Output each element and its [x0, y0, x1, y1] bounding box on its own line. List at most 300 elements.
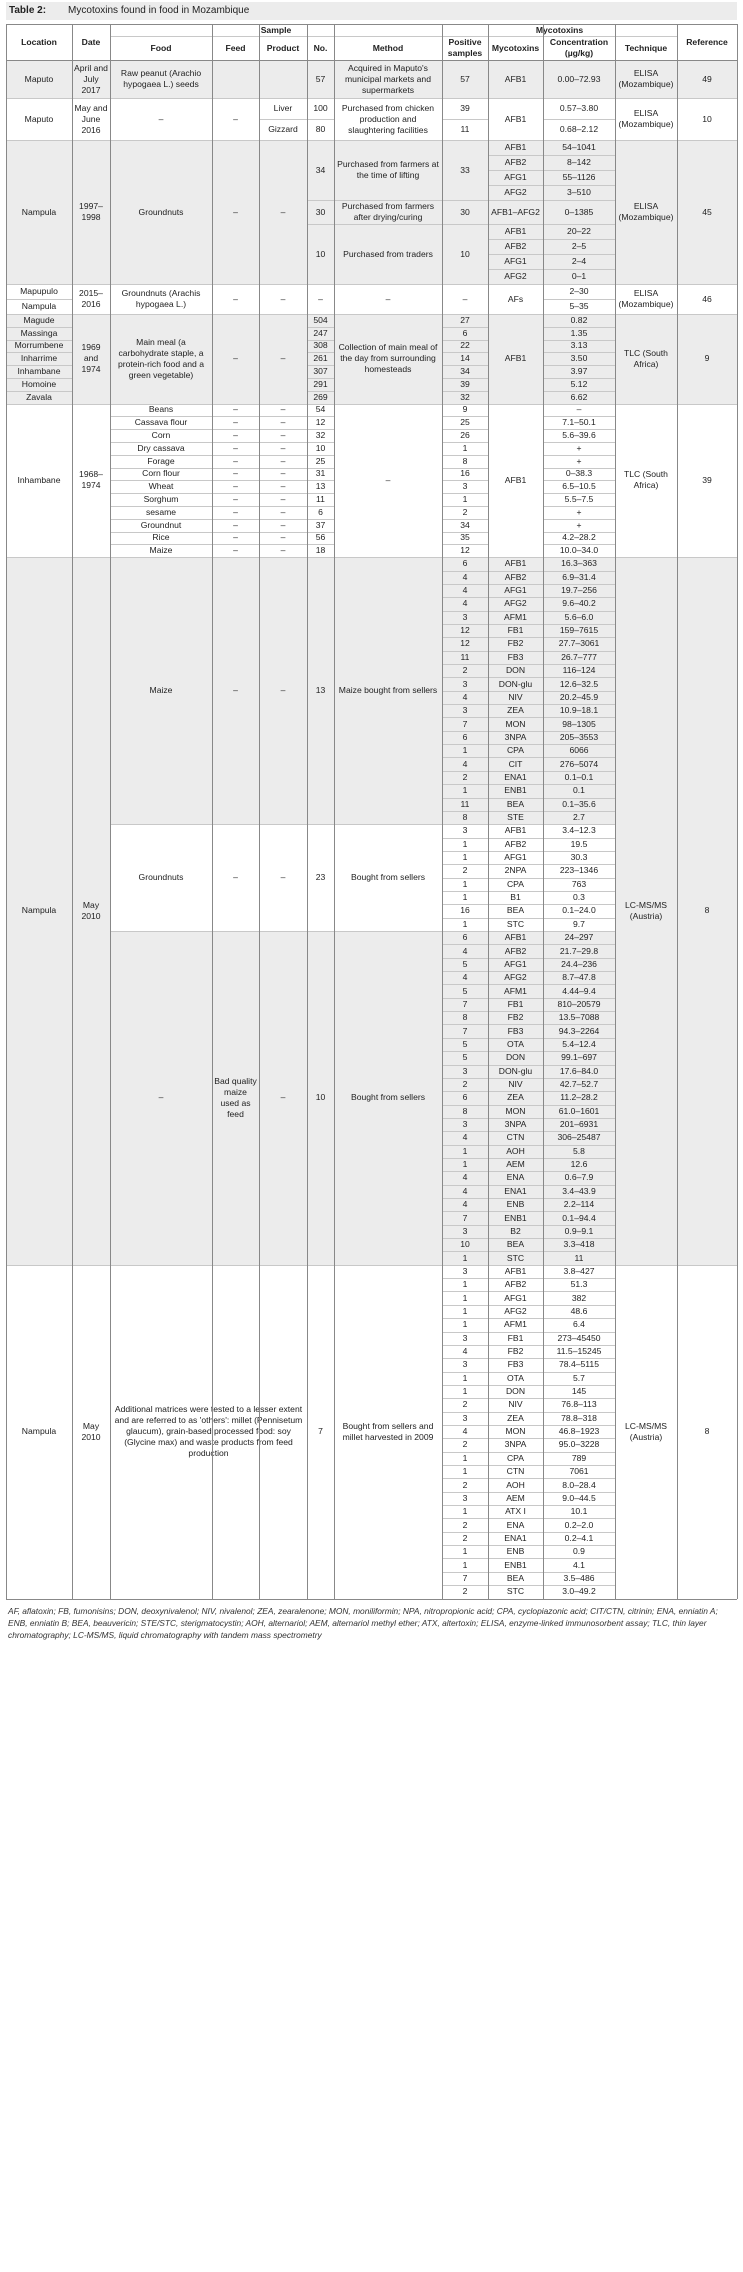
concentration-cell: 61.0–1601 [558, 1105, 600, 1116]
concentration-cell: 0–1 [571, 271, 587, 281]
sample-count-cell: 37 [315, 519, 326, 530]
product-cell: – [280, 532, 286, 543]
positive-samples-cell: 6 [462, 731, 468, 742]
positive-samples-cell: 4 [462, 571, 468, 582]
positive-samples-cell: 1 [462, 1386, 468, 1397]
concentration-cell: 0–38.3 [565, 468, 593, 479]
mycotoxin-cell: AFB2 [504, 241, 527, 251]
feed-cell: – [233, 872, 238, 883]
concentration-cell: 54–1041 [562, 142, 596, 152]
method-cell: Acquired in Maputo's municipal markets and supermarkets [345, 62, 431, 95]
mycotoxin-cell: NIV [508, 1079, 523, 1090]
mycotoxin-cell: ZEA [507, 1092, 524, 1103]
concentration-cell: + [576, 506, 582, 517]
location-cell: Mapupulo [20, 286, 58, 296]
mycotoxin-cell: ENA [506, 1519, 525, 1530]
positive-samples-cell: 3 [462, 1225, 468, 1236]
positive-samples-cell: 2 [462, 1586, 468, 1597]
concentration-cell: 20–22 [567, 226, 591, 236]
mycotoxin-cell: AFG1 [504, 958, 527, 969]
feed-cell: – [233, 481, 238, 492]
reference-cell: 10 [702, 113, 712, 124]
mycotoxin-cell: 3NPA [504, 1119, 527, 1130]
positive-samples-cell: 1 [462, 1372, 468, 1383]
mycotoxin-cell: DON [505, 1386, 526, 1397]
concentration-cell: 98–1305 [562, 718, 596, 729]
concentration-cell: 8–142 [567, 157, 591, 167]
mycotoxin-cell: STC [506, 1252, 525, 1263]
feed-cell: – [233, 494, 238, 505]
concentration-cell: 1.35 [570, 327, 588, 338]
mycotoxin-cell: NIV [508, 691, 523, 702]
positive-samples-cell: 1 [462, 918, 468, 929]
positive-samples-cell: 10 [460, 1239, 470, 1250]
sample-count-cell: 56 [315, 532, 326, 543]
location-cell: Nampula [21, 905, 57, 916]
concentration-cell: 159–7615 [559, 625, 599, 636]
positive-samples-cell: 34 [460, 366, 470, 377]
positive-samples-cell: 26 [460, 430, 470, 441]
positive-samples-cell: 5 [462, 1052, 468, 1063]
location-cell: Nampula [21, 206, 57, 217]
positive-samples-cell: 1 [462, 838, 468, 849]
date-cell: May 2010 [81, 1420, 101, 1442]
mycotoxin-cell: AOH [506, 1479, 525, 1490]
reference-cell: 46 [702, 293, 712, 304]
mycotoxin-cell: OTA [506, 1038, 525, 1049]
positive-samples-cell: 7 [462, 1212, 468, 1223]
food-cell: Rice [152, 532, 170, 543]
sample-count-cell: 23 [315, 872, 326, 883]
concentration-cell: 0.9 [573, 1546, 585, 1557]
mycotoxin-cell: ENA1 [504, 1532, 527, 1543]
mycotoxin-cell: ENB1 [504, 785, 527, 796]
product-cell: – [280, 293, 286, 304]
sample-count-cell: 34 [315, 164, 326, 175]
concentration-cell: 0.82 [570, 314, 588, 325]
concentration-cell: 6066 [569, 745, 589, 756]
positive-samples-cell: 22 [460, 340, 470, 351]
method-cell: – [385, 474, 391, 485]
concentration-cell: 0.00–72.93 [557, 73, 601, 84]
positive-samples-cell: 3 [462, 1265, 468, 1276]
mycotoxin-cell: CIT [508, 758, 523, 769]
concentration-cell: 5.12 [570, 378, 588, 389]
mycotoxin-cell: AFG1 [504, 585, 527, 596]
positive-samples-cell: 12 [460, 625, 470, 636]
group-header-mycotoxins: Mycotoxins [535, 24, 584, 35]
positive-samples-cell: 1 [462, 1506, 468, 1517]
positive-samples-cell: 14 [460, 353, 470, 364]
mycotoxin-cell: STE [507, 812, 524, 823]
positive-samples-cell: 4 [462, 1185, 468, 1196]
concentration-cell: 3.50 [570, 353, 588, 364]
positive-samples-cell: 2 [462, 1532, 468, 1543]
concentration-cell: 201–6931 [559, 1119, 599, 1130]
concentration-cell: 0.3 [573, 892, 585, 903]
positive-samples-cell: 11 [460, 651, 470, 662]
mycotoxin-cell: AFs [507, 293, 524, 304]
positive-samples-cell: 1 [462, 1466, 468, 1477]
food-cell: Groundnuts [138, 206, 184, 217]
column-header-technique: Technique [624, 42, 668, 53]
positive-samples-cell: 35 [460, 532, 470, 543]
product-cell: – [280, 872, 286, 883]
food-cell: Raw peanut (Arachio hypogaea L.) seeds [120, 68, 202, 89]
concentration-cell: 4.2–28.2 [562, 532, 596, 543]
reference-cell: 8 [704, 1426, 710, 1437]
concentration-cell: 0.1 [573, 785, 585, 796]
column-header-date: Date [81, 36, 101, 47]
positive-samples-cell: 4 [462, 972, 468, 983]
method-cell: Purchased from farmers after drying/curing [341, 201, 435, 222]
positive-samples-cell: 1 [462, 785, 468, 796]
concentration-cell: + [576, 455, 582, 466]
positive-samples-cell: 3 [462, 611, 468, 622]
mycotoxin-cell: AFB1 [504, 558, 527, 569]
concentration-cell: 3.4–43.9 [562, 1185, 596, 1196]
food-cell: Additional matrices were tested to a lesser extent and are referred to as 'others': millet (Pennisetum glaucum), grain-based processed food: soy (Glycine max) and waste products from feed production [114, 1404, 303, 1459]
sample-count-cell: 308 [313, 340, 328, 351]
concentration-cell: 0.1–94.4 [562, 1212, 596, 1223]
food-cell: – [158, 1092, 164, 1103]
mycotoxin-cell: ATX I [505, 1506, 526, 1517]
mycotoxin-cell: AFB2 [504, 838, 527, 849]
product-cell: – [280, 468, 286, 479]
positive-samples-cell: 1 [462, 852, 468, 863]
sample-count-cell: 31 [315, 468, 326, 479]
concentration-cell: 205–3553 [559, 731, 599, 742]
positive-samples-cell: 12 [460, 545, 470, 556]
positive-samples-cell: 1 [462, 1145, 468, 1156]
concentration-cell: 273–45450 [557, 1332, 601, 1343]
concentration-cell: 10.1 [570, 1506, 588, 1517]
positive-samples-cell: 4 [462, 691, 468, 702]
concentration-cell: 4.1 [573, 1559, 585, 1570]
sample-count-cell: 100 [313, 103, 328, 113]
mycotoxin-cell: CPA [506, 1452, 525, 1463]
mycotoxin-cell: AFB1 [504, 73, 527, 84]
concentration-cell: 12.6 [570, 1159, 588, 1170]
location-cell: Zavala [26, 391, 52, 402]
technique-cell: ELISA (Mozambique) [618, 108, 674, 129]
concentration-cell: 5.5–7.5 [564, 494, 594, 505]
positive-samples-cell: 4 [462, 1132, 468, 1143]
mycotoxin-cell: AFG1 [504, 1292, 527, 1303]
mycotoxin-cell: AFB1–AFG2 [491, 206, 540, 217]
sample-count-cell: 307 [313, 366, 328, 377]
sample-count-cell: 13 [315, 685, 326, 696]
caption-label: Table 2: [9, 5, 47, 16]
mycotoxin-cell: AFB1 [504, 1265, 527, 1276]
product-cell: – [280, 404, 286, 415]
concentration-cell: 17.6–84.0 [559, 1065, 599, 1076]
concentration-cell: 0.9–9.1 [564, 1225, 594, 1236]
concentration-cell: 0.1–0.1 [564, 771, 594, 782]
location-cell: Homoine [21, 378, 57, 389]
concentration-cell: 2.2–114 [563, 1199, 595, 1210]
positive-samples-cell: 39 [460, 378, 470, 389]
concentration-cell: 6.9–31.4 [562, 571, 596, 582]
positive-samples-cell: 27 [460, 314, 470, 325]
row-divider [6, 1599, 737, 1600]
mycotoxin-cell: BEA [506, 1572, 525, 1583]
concentration-cell: 763 [571, 878, 587, 889]
concentration-cell: 5.6–39.6 [562, 430, 596, 441]
food-cell: sesame [145, 506, 177, 517]
column-header-positive-samples: Positive samples [447, 37, 483, 58]
feed-cell: – [233, 113, 238, 124]
food-cell: – [158, 113, 164, 124]
positive-samples-cell: 7 [462, 718, 468, 729]
column-header-food: Food [150, 42, 172, 53]
mycotoxin-cell: AFB1 [504, 353, 527, 364]
concentration-cell: + [576, 442, 582, 453]
sample-count-cell: 54 [315, 404, 326, 415]
method-cell: Bought from sellers and millet harvested in 2009 [342, 1420, 434, 1442]
concentration-cell: 7.1–50.1 [562, 417, 596, 428]
feed-cell: – [233, 293, 238, 304]
food-cell: Groundnut [140, 519, 182, 530]
concentration-cell: 13.5–7088 [558, 1012, 600, 1023]
concentration-cell: 55–1126 [562, 172, 596, 182]
concentration-cell: 6.5–10.5 [562, 481, 596, 492]
method-cell: Maize bought from sellers [338, 685, 438, 696]
food-cell: Groundnuts (Arachis hypogaea L.) [121, 288, 201, 309]
concentration-cell: 5.7 [573, 1372, 585, 1383]
location-cell: Morrumbene [14, 340, 64, 351]
positive-samples-cell: 5 [462, 958, 468, 969]
column-header-feed: Feed [225, 42, 246, 53]
mycotoxin-cell: ENA1 [504, 771, 527, 782]
positive-samples-cell: 4 [462, 758, 468, 769]
sample-count-cell: 247 [313, 327, 328, 338]
positive-samples-cell: 5 [462, 1038, 468, 1049]
concentration-cell: 9.0–44.5 [562, 1492, 596, 1503]
product-cell: Liver [273, 103, 293, 113]
concentration-cell: 8.7–47.8 [562, 972, 596, 983]
positive-samples-cell: 10 [460, 248, 470, 259]
concentration-cell: 5–35 [569, 301, 589, 311]
concentration-cell: 11 [574, 1252, 584, 1263]
date-cell: 2015–2016 [79, 288, 103, 309]
concentration-cell: 42.7–52.7 [559, 1079, 599, 1090]
feed-cell: – [233, 519, 238, 530]
concentration-cell: 0.1–35.6 [562, 798, 596, 809]
positive-samples-cell: 1 [462, 892, 468, 903]
mycotoxin-cell: AFG1 [504, 172, 527, 182]
positive-samples-cell: 7 [462, 1025, 468, 1036]
positive-samples-cell: 4 [462, 1172, 468, 1183]
mycotoxin-cell: AFB2 [504, 157, 527, 167]
method-cell: Purchased from traders [343, 248, 433, 259]
sample-count-cell: 261 [313, 353, 328, 364]
technique-cell: TLC (South Africa) [624, 347, 668, 369]
concentration-cell: 95.0–3228 [558, 1439, 600, 1450]
date-cell: 1968–1974 [79, 469, 103, 491]
mycotoxin-cell: AFB1 [504, 825, 527, 836]
positive-samples-cell: 57 [460, 73, 470, 84]
product-cell: – [280, 545, 286, 556]
positive-samples-cell: 3 [462, 705, 468, 716]
positive-samples-cell: 4 [462, 1426, 468, 1437]
positive-samples-cell: 3 [462, 481, 468, 492]
concentration-cell: 5.4–12.4 [562, 1038, 596, 1049]
date-cell: May and June 2016 [74, 102, 108, 135]
reference-cell: 49 [702, 73, 712, 84]
concentration-cell: 5.8 [573, 1145, 585, 1156]
sample-count-cell: 25 [315, 455, 326, 466]
concentration-cell: 0.2–4.1 [564, 1532, 594, 1543]
concentration-cell: 24–297 [564, 932, 594, 943]
positive-samples-cell: 34 [460, 519, 470, 530]
positive-samples-cell: 1 [462, 745, 468, 756]
concentration-cell: 3.3–418 [563, 1239, 595, 1250]
positive-samples-cell: 1 [462, 878, 468, 889]
caption-title: Mycotoxins found in food in Mozambique [68, 5, 250, 16]
concentration-cell: 8.0–28.4 [562, 1479, 596, 1490]
concentration-cell: 5.6–6.0 [564, 611, 594, 622]
positive-samples-cell: 7 [462, 998, 468, 1009]
positive-samples-cell: 4 [462, 945, 468, 956]
food-cell: Corn [151, 430, 171, 441]
column-header-mycotoxins: Mycotoxins [491, 42, 540, 53]
mycotoxin-cell: ENA1 [504, 1185, 527, 1196]
mycotoxin-cell: B1 [510, 892, 521, 903]
column-divider [737, 24, 738, 1599]
sample-count-cell: 7 [318, 1426, 323, 1437]
mycotoxin-cell: ENB1 [504, 1559, 527, 1570]
positive-samples-cell: 1 [462, 494, 468, 505]
positive-samples-cell: 7 [462, 1572, 468, 1583]
mycotoxin-cell: FB1 [507, 1332, 524, 1343]
mycotoxin-cell: AFB2 [504, 571, 527, 582]
positive-samples-cell: 1 [462, 1559, 468, 1570]
concentration-cell: 276–5074 [559, 758, 599, 769]
concentration-cell: 0.57–3.80 [559, 103, 599, 113]
concentration-cell: 0.2–2.0 [564, 1519, 594, 1530]
concentration-cell: 76.8–113 [561, 1399, 597, 1410]
sample-count-cell: 18 [315, 545, 326, 556]
mycotoxin-cell: FB2 [507, 1012, 524, 1023]
mycotoxin-cell: BEA [506, 1239, 525, 1250]
positive-samples-cell: 16 [460, 905, 470, 916]
concentration-cell: 3.4–12.3 [562, 825, 596, 836]
mycotoxin-cell: OTA [506, 1372, 525, 1383]
positive-samples-cell: 1 [462, 1252, 468, 1263]
concentration-cell: 3.13 [570, 340, 588, 351]
positive-samples-cell: 2 [462, 506, 468, 517]
positive-samples-cell: 3 [462, 1412, 468, 1423]
concentration-cell: 10.9–18.1 [559, 705, 599, 716]
concentration-cell: 810–20579 [557, 998, 601, 1009]
concentration-cell: 48.6 [570, 1305, 588, 1316]
feed-cell: – [233, 506, 238, 517]
mycotoxin-cell: AFG2 [504, 187, 527, 197]
mycotoxin-cell: NIV [508, 1399, 523, 1410]
group-header-sample: Sample [260, 24, 292, 35]
mycotoxin-cell: ZEA [507, 705, 524, 716]
mycotoxin-cell: FB3 [507, 1359, 524, 1370]
mycotoxin-cell: 2NPA [504, 865, 527, 876]
reference-cell: 45 [702, 206, 712, 217]
concentration-cell: – [576, 404, 582, 415]
positive-samples-cell: 8 [462, 455, 468, 466]
mycotoxin-cell: AEM [506, 1159, 525, 1170]
reference-cell: 39 [702, 474, 712, 485]
feed-cell: – [233, 442, 238, 453]
concentration-cell: 46.8–1923 [558, 1426, 600, 1437]
positive-samples-cell: 12 [460, 638, 470, 649]
method-cell: Purchased from chicken production and slaughtering facilities [341, 102, 435, 135]
mycotoxin-cell: ENB1 [504, 1212, 527, 1223]
location-cell: Inharrime [20, 353, 58, 364]
column-header-concentration: Concentration (µg/kg) [549, 37, 609, 58]
concentration-cell: 4.44–9.4 [562, 985, 596, 996]
sample-count-cell: 10 [315, 1092, 326, 1103]
location-cell: Magude [23, 314, 55, 325]
food-cell: Groundnuts [138, 872, 184, 883]
concentration-cell: 11.2–28.2 [560, 1092, 598, 1103]
concentration-cell: 3.0–49.2 [562, 1586, 596, 1597]
positive-samples-cell: 2 [462, 771, 468, 782]
method-cell: Bought from sellers [350, 1092, 426, 1103]
mycotoxin-cell: MON [505, 1105, 526, 1116]
concentration-cell: 30.3 [570, 852, 588, 863]
sample-count-cell: 13 [315, 481, 326, 492]
sample-count-cell: 11 [316, 494, 325, 505]
food-cell: Maize [149, 685, 173, 696]
positive-samples-cell: 8 [462, 812, 468, 823]
column-header-no: No. [313, 42, 328, 53]
positive-samples-cell: 5 [462, 985, 468, 996]
positive-samples-cell: 25 [460, 417, 470, 428]
food-cell: Sorghum [143, 494, 179, 505]
positive-samples-cell: 3 [462, 1119, 468, 1130]
mycotoxin-cell: FB1 [507, 998, 524, 1009]
method-cell: Bought from sellers [350, 872, 426, 883]
mycotoxin-cell: ENA [506, 1172, 525, 1183]
table-footnote: AF, aflatoxin; FB, fumonisins; DON, deoxynivalenol; NIV, nivalenol; ZEA, zearalenone; MON, moniliformin; NPA, nitropropionic acid; CPA, cyclopiazonic acid; CIT/CTN, citrinin; ENA, enniatin A; ENB, enniatin B; BEA, beauvericin; STE/STC, sterigmatocystin; AOH, alternariol; AEM, alternariol methyl ether; ATX, altertoxin; ELISA, enzyme-linked immunosorbent assay; TLC, thin layer chromatography; LC-MS/MS, liquid chromatography with tandem mass spectrometry [8, 1606, 718, 1641]
positive-samples-cell: 2 [462, 1079, 468, 1090]
mycotoxin-cell: AFG2 [504, 598, 527, 609]
positive-samples-cell: 6 [462, 1092, 468, 1103]
concentration-cell: 306–25487 [557, 1132, 601, 1143]
concentration-cell: 10.0–34.0 [559, 545, 599, 556]
mycotoxin-cell: AFG1 [504, 852, 527, 863]
mycotoxin-cell: AFM1 [504, 1319, 527, 1330]
mycotoxin-cell: AFB2 [504, 945, 527, 956]
concentration-cell: 27.7–3061 [558, 638, 600, 649]
concentration-cell: 16.3–363 [561, 558, 597, 569]
positive-samples-cell: 1 [462, 442, 468, 453]
product-cell: Gizzard [268, 124, 298, 134]
positive-samples-cell: 1 [462, 1305, 468, 1316]
positive-samples-cell: 1 [462, 1546, 468, 1557]
technique-cell: ELISA (Mozambique) [618, 201, 674, 222]
mycotoxin-cell: ENB [506, 1546, 525, 1557]
column-header-method: Method [372, 42, 404, 53]
concentration-cell: 78.8–318 [561, 1412, 597, 1423]
mycotoxin-cell: AOH [506, 1145, 525, 1156]
concentration-cell: 78.4–5115 [559, 1359, 599, 1370]
positive-samples-cell: 11 [460, 798, 470, 809]
sample-count-cell: 32 [315, 430, 326, 441]
concentration-cell: 11.5–15245 [556, 1346, 602, 1357]
concentration-cell: 6.62 [570, 391, 588, 402]
mycotoxin-cell: DON-glu [498, 678, 533, 689]
feed-cell: – [233, 455, 238, 466]
